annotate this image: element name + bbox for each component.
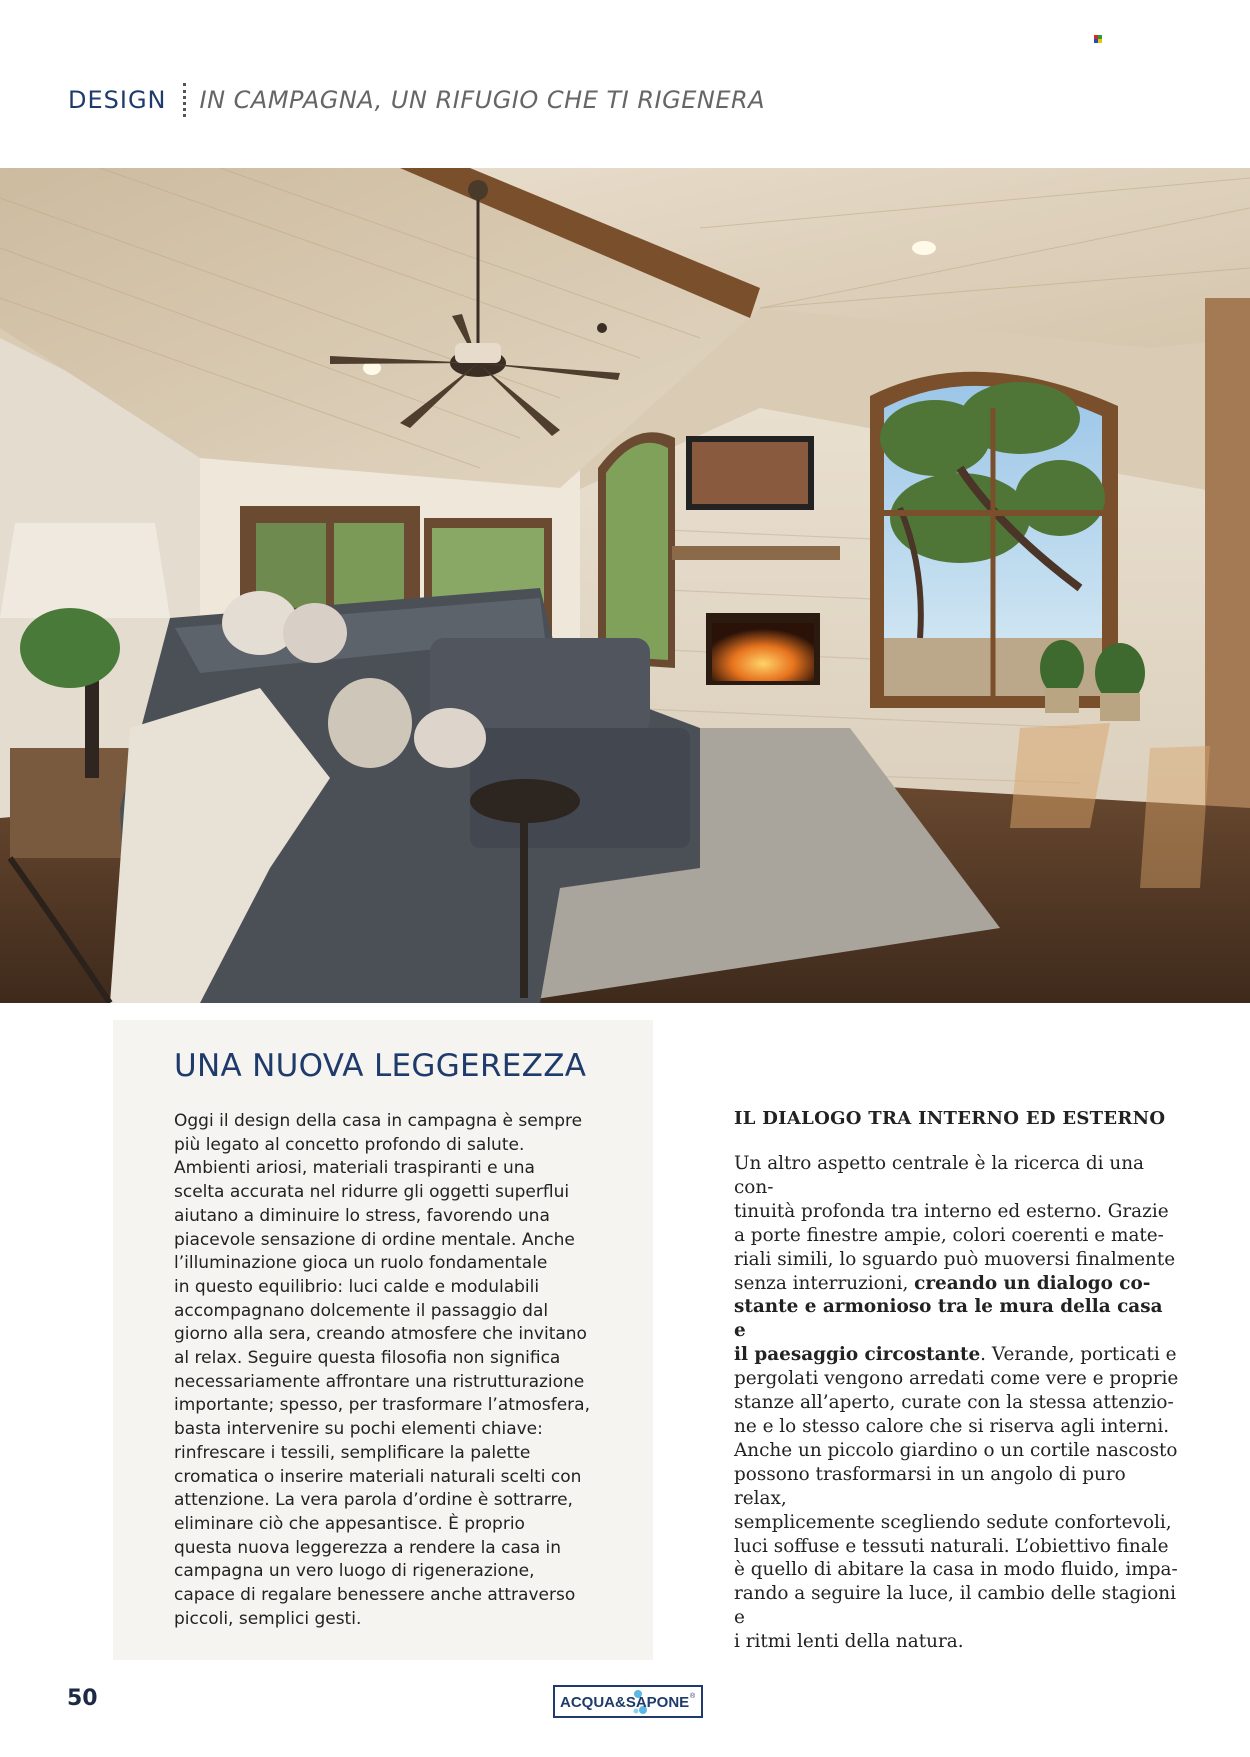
page-number: 50 bbox=[67, 1686, 98, 1711]
article-body-bold: creando un dialogo co- stante e armonioso tra le mura della casa e il paesaggio circostante bbox=[734, 1272, 1163, 1366]
color-squares-mark bbox=[1094, 35, 1102, 43]
logo-bubbles-icon bbox=[556, 1688, 700, 1716]
article-body-start: Un altro aspetto centrale è la ricerca di una con- tinuità profonda tra interno ed esterno. Grazie a porte finestre ampie, colori coerenti e mate- riali simili, lo sguardo può muoversi finalmente senza interruzioni, bbox=[734, 1153, 1176, 1294]
section-label: DESIGN bbox=[68, 86, 167, 114]
sidebar-box bbox=[113, 1020, 653, 1660]
living-room-photo bbox=[0, 168, 1250, 1003]
acqua-sapone-logo bbox=[553, 1685, 703, 1718]
article-body-end: . Verande, porticati e pergolati vengono arredati come vere e proprie stanze all’aperto, curate con la stessa attenzio- ne e lo stesso calore che si riserva agli interni. Anche un piccolo giardino o un cortile nascosto possono trasformarsi in un angolo di puro relax, semplicemente scegliendo sedute confortevoli, luci soffuse e tessuti naturali. L’obiettivo finale è quello di abitare la casa in modo fluido, impa- rando a seguire la luce, il cambio delle stagioni e i ritmi lenti della natura. bbox=[734, 1344, 1179, 1653]
header-title: IN CAMPAGNA, UN RIFUGIO CHE TI RIGENERA bbox=[199, 86, 766, 114]
dotted-divider bbox=[183, 83, 186, 117]
article-column bbox=[734, 1108, 1179, 1654]
article-heading: IL DIALOGO TRA INTERNO ED ESTERNO bbox=[734, 1108, 1166, 1129]
logo-trademark: ® bbox=[690, 1692, 696, 1700]
sidebar-heading: UNA NUOVA LEGGEREZZA bbox=[174, 1048, 587, 1084]
sidebar-body: Oggi il design della casa in campagna è sempre più legato al concetto profondo di salute. Ambienti ariosi, materiali traspiranti e una scelta accurata nel ridurre gli oggetti superflui aiutano a diminuire lo stress, favorendo una piacevole sensazione di ordine mentale. Anche l’illuminazione gioca un ruolo fondamentale in questo equilibrio: luci calde e modulabili accompagnano dolcemente il passaggio dal giorno alla sera, creando atmosfere che invitano al relax. Seguire questa filosofia non significa necessariamente affrontare una ristrutturazione importante; spesso, per trasformare l’atmosfera, basta intervenire su pochi elementi chiave: rinfrescare i tessili, semplificare la palette cromatica o inserire materiali naturali scelti con attenzione. La vera parola d’ordine è sottrarre, eliminare ciò che appesantisce. È proprio questa nuova leggerezza a rendere la casa in campagna un vero luogo di rigenerazione, capace di regalare benessere anche attraverso piccoli, semplici gesti. bbox=[174, 1111, 590, 1629]
article-body bbox=[734, 1152, 1179, 1654]
page-header bbox=[68, 80, 765, 120]
logo-text: ACQUA&SAPONE bbox=[560, 1693, 690, 1711]
